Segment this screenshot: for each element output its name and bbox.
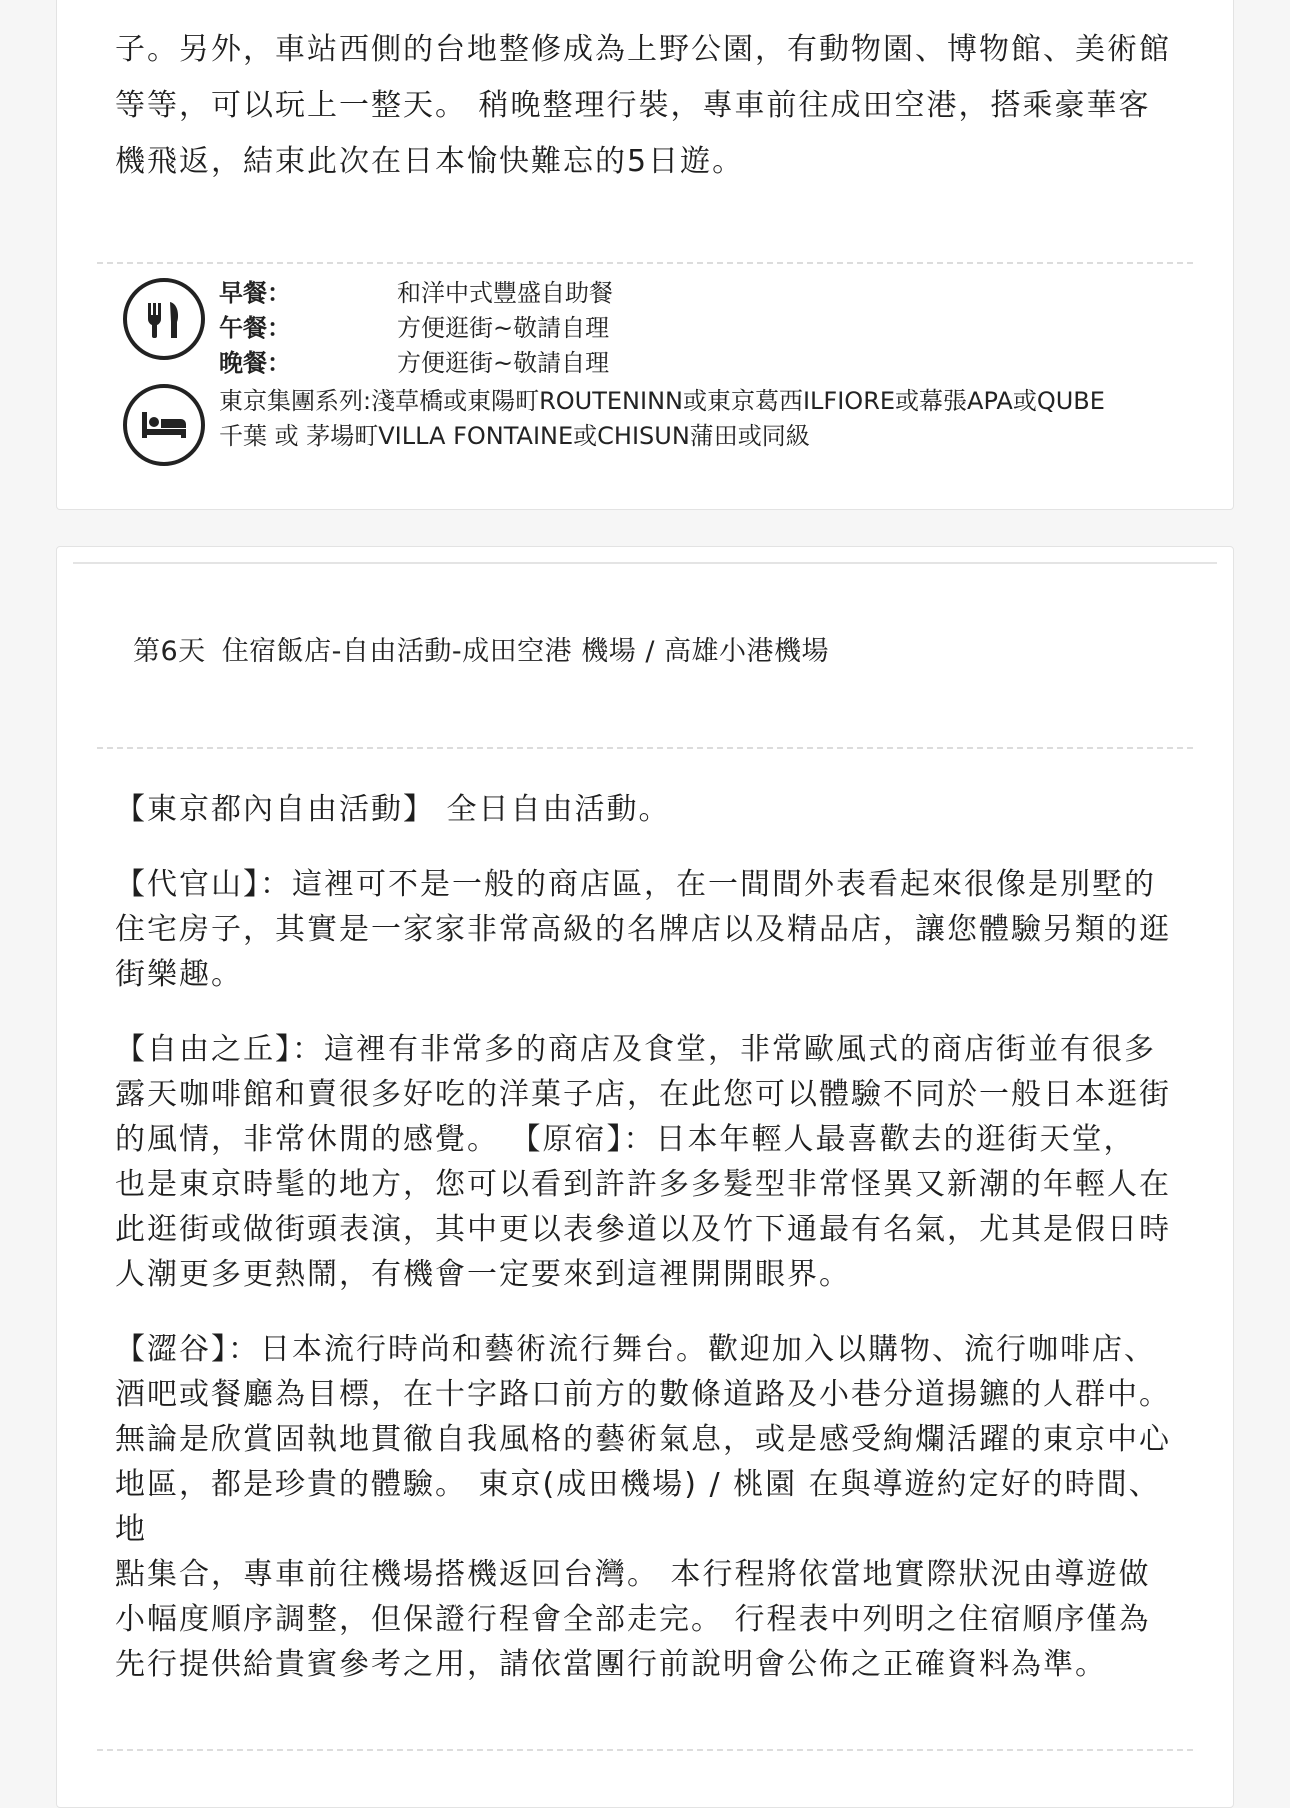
meal-label: 早餐： [219,279,291,307]
description-line: 【澀谷】：日本流行時尚和藝術流行舞台。歡迎加入以購物、流行咖啡店、 [115,1332,1156,1367]
hotel-line: 東京集團系列:淺草橋或東陽町ROUTENINN或東京葛西ILFIORE或幕張APA或QUBE [219,387,1105,415]
description-line: 【自由之丘】：這裡有非常多的商店及食堂，非常歐風式的商店街並有很多 [115,1032,1156,1067]
description-line: 點集合，專車前往機場搭機返回台灣。 本行程將依當地實際狀況由導遊做 [115,1557,1151,1592]
day5-description [115,22,1185,190]
description-line: 機飛返，結束此次在日本愉快難忘的5日遊。 [115,144,745,179]
meal-label: 晚餐： [219,349,291,377]
meal-table [219,276,613,381]
description-line: 地區，都是珍貴的體驗。 東京(成田機場) / 桃園 在與導遊約定好的時間、地 [115,1467,1161,1547]
meal-row-breakfast [219,276,613,311]
description-line: 酒吧或餐廳為目標，在十字路口前方的數條道路及小巷分道揚鑣的人群中。 [115,1377,1171,1412]
divider [97,262,1193,264]
meal-row-dinner [219,346,613,381]
description-line: 住宅房子，其實是一家家非常高級的名牌店以及精品店，讓您體驗另類的逛 [115,912,1171,947]
description-line: 的風情，非常休閒的感覺。 【原宿】：日本年輕人最喜歡去的逛街天堂， [115,1122,1136,1157]
day-number: 第6天 [133,636,206,667]
description-line: 【代官山】：這裡可不是一般的商店區，在一間間外表看起來很像是別墅的 [115,867,1156,902]
description-line: 也是東京時髦的地方，您可以看到許許多多髮型非常怪異又新潮的年輕人在 [115,1167,1171,1202]
description-line: 無論是欣賞固執地貫徹自我風格的藝術氣息，或是感受絢爛活躍的東京中心 [115,1422,1171,1457]
meal-value: 方便逛街~敬請自理 [397,314,610,342]
section-daikanyama [115,862,1185,997]
divider [97,1749,1193,1751]
description-line: 先行提供給貴賓參考之用，請依當團行前說明會公佈之正確資料為準。 [115,1647,1107,1682]
meal-row-lunch [219,311,613,346]
divider [73,562,1217,564]
section-jiyugaoka [115,1027,1185,1297]
day6-card [56,546,1234,1808]
bed-icon [123,384,205,466]
description-line: 【東京都內自由活動】 全日自由活動。 [115,792,671,827]
section-tokyo-free [115,787,1185,832]
day-route: 住宿飯店-自由活動-成田空港 機場 / 高雄小港機場 [221,636,830,667]
description-line: 人潮更多更熱鬧，有機會一定要來到這裡開開眼界。 [115,1257,851,1292]
description-line: 小幅度順序調整，但保證行程會全部走完。 行程表中列明之住宿順序僅為 [115,1602,1151,1637]
description-line: 子。另外，車站西側的台地整修成為上野公園，有動物園、博物館、美術館 [115,32,1171,67]
divider [97,747,1193,749]
hotel-info [219,384,1219,454]
meal-value: 方便逛街~敬請自理 [397,349,610,377]
section-shibuya [115,1327,1185,1687]
description-line: 此逛街或做街頭表演，其中更以表參道以及竹下通最有名氣，尤其是假日時 [115,1212,1171,1247]
fork-knife-icon [123,278,205,360]
description-line: 街樂趣。 [115,957,243,992]
description-line: 露天咖啡館和賣很多好吃的洋菓子店，在此您可以體驗不同於一般日本逛街 [115,1077,1171,1112]
day6-description [115,787,1185,1717]
meal-value: 和洋中式豐盛自助餐 [397,279,613,307]
day5-card [56,0,1234,510]
day-title [133,629,829,668]
meal-label: 午餐： [219,314,291,342]
hotel-line: 千葉 或 茅場町VILLA FONTAINE或CHISUN蒲田或同級 [219,422,810,450]
description-line: 等等，可以玩上一整天。 稍晚整理行裝，專車前往成田空港，搭乘豪華客 [115,88,1151,123]
